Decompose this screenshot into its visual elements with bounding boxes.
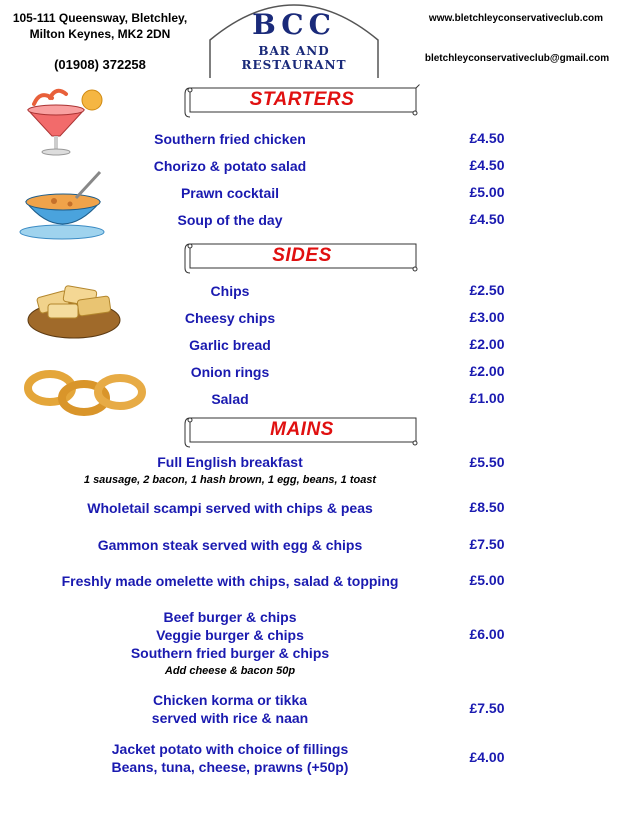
side-item-name: Garlic bread	[189, 337, 271, 353]
mains-banner	[184, 414, 420, 448]
sides-title: SIDES	[272, 245, 332, 266]
side-item-price: £3.00	[469, 309, 505, 325]
sides-banner	[184, 240, 420, 274]
full-english-name: Full English breakfast	[157, 454, 303, 470]
logo-line1: BAR AND	[258, 44, 330, 58]
starter-item-price: £4.50	[469, 157, 505, 173]
burger-line2: Veggie burger & chips	[156, 627, 304, 643]
address-line1: 105-111 Queensway, Bletchley,	[12, 11, 188, 25]
side-item-price: £1.00	[469, 390, 505, 406]
soup-bowl-icon	[14, 168, 118, 242]
jacket-price: £4.00	[469, 749, 505, 765]
starter-item-price: £5.00	[469, 184, 505, 200]
starter-item-price: £4.50	[469, 130, 505, 146]
starter-item-name: Chorizo & potato salad	[153, 158, 307, 174]
korma-line2: served with rice & naan	[151, 710, 309, 726]
side-item-name: Cheesy chips	[184, 310, 276, 326]
starter-item-name: Prawn cocktail	[180, 185, 280, 201]
full-english-note: 1 sausage, 2 bacon, 1 hash brown, 1 egg, beans, 1 toast	[83, 474, 377, 486]
mains-title: MAINS	[270, 419, 334, 440]
starter-item-price: £4.50	[469, 211, 505, 227]
side-item-name: Chips	[210, 283, 250, 299]
logo-initials: BCC	[252, 8, 336, 41]
jacket-line2: Beans, tuna, cheese, prawns (+50p)	[111, 759, 349, 775]
scampi-name: Wholetail scampi served with chips & peas	[87, 500, 373, 516]
burger-line3: Southern fried burger & chips	[130, 645, 330, 661]
omelette-name: Freshly made omelette with chips, salad & topping	[61, 573, 399, 589]
starter-item-name: Southern fried chicken	[154, 131, 306, 147]
jacket-line1: Jacket potato with choice of fillings	[111, 741, 349, 757]
side-item-name: Salad	[211, 391, 249, 407]
address-line2: Milton Keynes, MK2 2DN	[29, 27, 171, 41]
korma-price: £7.50	[469, 700, 505, 716]
phone-number: (01908) 372258	[54, 57, 146, 72]
full-english-price: £5.50	[469, 454, 505, 470]
side-item-name: Onion rings	[190, 364, 270, 380]
gammon-name: Gammon steak served with egg & chips	[97, 537, 363, 553]
starters-title: STARTERS	[249, 89, 355, 110]
scampi-price: £8.50	[469, 499, 505, 515]
starters-banner	[184, 84, 420, 118]
gammon-price: £7.50	[469, 536, 505, 552]
website-link[interactable]: www.bletchleyconservativeclub.com	[428, 13, 604, 24]
korma-line1: Chicken korma or tikka	[152, 692, 308, 708]
starter-item-name: Soup of the day	[177, 212, 283, 228]
logo-line2: RESTAURANT	[241, 58, 347, 72]
side-item-price: £2.50	[469, 282, 505, 298]
burger-price: £6.00	[469, 626, 505, 642]
burger-note: Add cheese & bacon 50p	[164, 665, 296, 677]
side-item-price: £2.00	[469, 363, 505, 379]
side-item-price: £2.00	[469, 336, 505, 352]
email-link[interactable]: bletchleyconservativeclub@gmail.com	[424, 53, 610, 64]
omelette-price: £5.00	[469, 572, 505, 588]
burger-line1: Beef burger & chips	[163, 609, 297, 625]
